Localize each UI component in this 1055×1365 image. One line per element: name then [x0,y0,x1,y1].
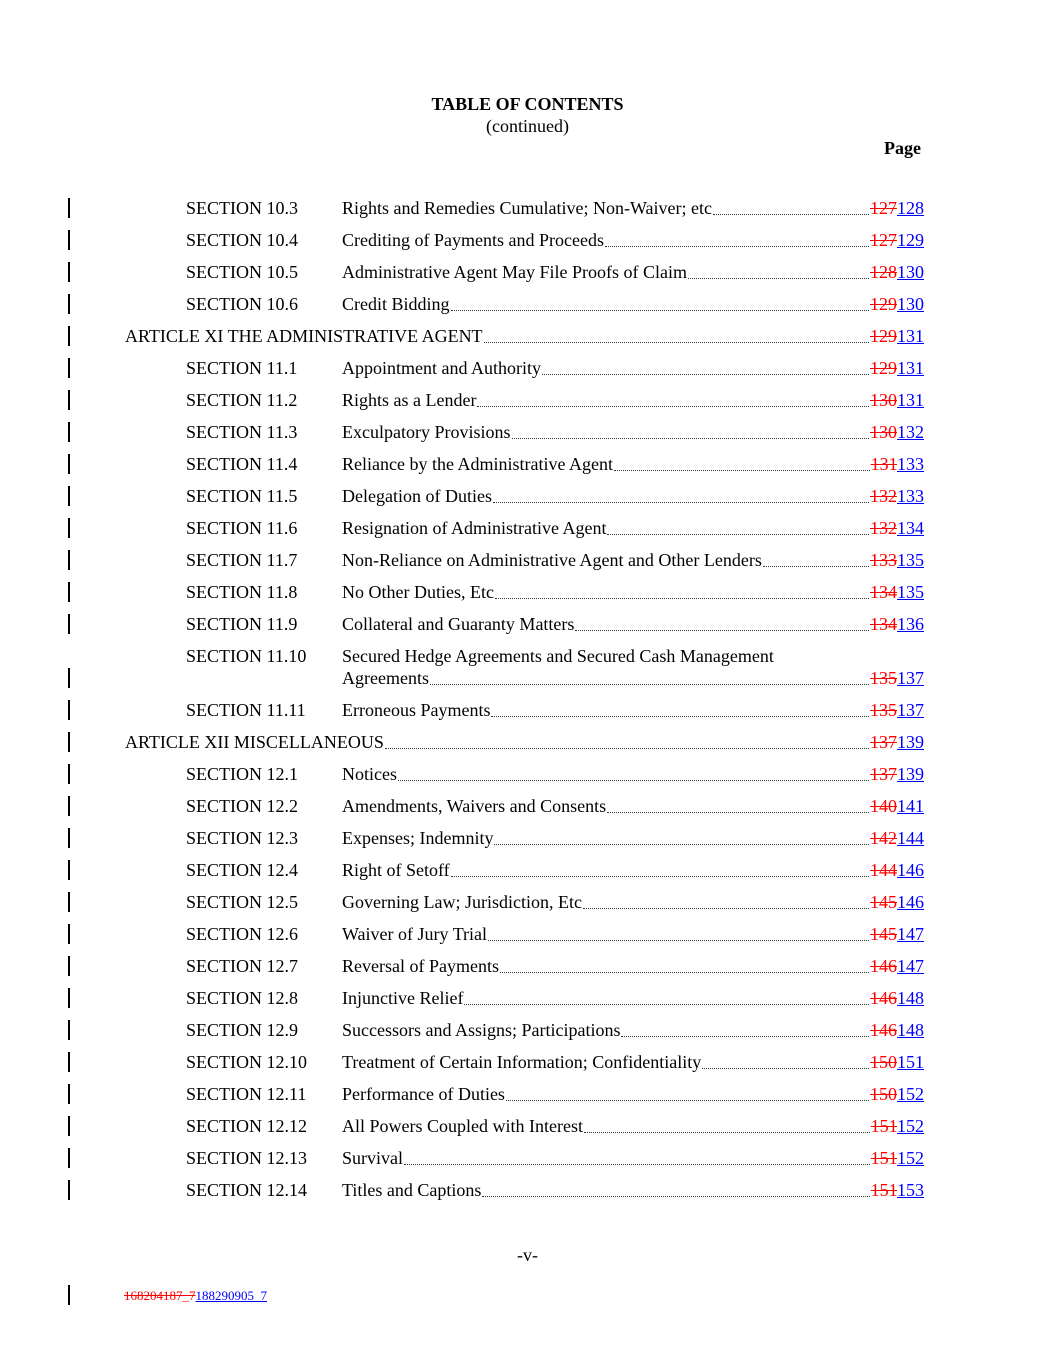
change-bar [68,198,70,218]
page-new-inserted[interactable]: 128 [897,198,924,218]
change-bar [68,860,70,880]
change-bar [68,390,70,410]
dot-leader [575,616,869,631]
toc-line [342,646,924,667]
page-new-inserted[interactable]: 137 [897,700,924,720]
toc-line [342,518,924,539]
change-bar [68,892,70,912]
section-title[interactable]: Successors and Assigns; Participations [342,1020,621,1040]
section-number: SECTION 12.5 [186,892,298,912]
toc-line [342,550,924,571]
section-number: SECTION 12.1 [186,764,298,784]
section-title[interactable]: Crediting of Payments and Proceeds [342,230,604,250]
page-ref [870,956,924,977]
page-ref [870,550,924,571]
page-ref [870,1052,924,1073]
page-ref [870,796,924,817]
toc-section-row [0,580,1055,612]
page-old-deleted: 142 [870,828,897,848]
toc-line [342,454,924,475]
toc-section-row [0,698,1055,730]
section-title[interactable]: All Powers Coupled with Interest [342,1116,583,1136]
page-ref [870,390,924,411]
section-title[interactable]: No Other Duties, Etc [342,582,494,602]
page-new-inserted[interactable]: 130 [897,294,924,314]
page-ref [870,262,924,283]
section-title[interactable]: Erroneous Payments [342,700,491,720]
toc-line [342,1084,924,1105]
section-number: SECTION 11.10 [186,646,307,666]
article-title[interactable]: ARTICLE XII MISCELLANEOUS [125,732,384,752]
dot-leader [494,830,869,845]
section-number: SECTION 11.6 [186,518,298,538]
toc-section-row [0,196,1055,228]
dot-leader [500,958,869,973]
dot-leader [542,360,869,375]
section-number: SECTION 11.3 [186,422,298,442]
page-new-inserted[interactable]: 146 [897,892,924,912]
section-number: SECTION 10.5 [186,262,298,282]
page-new-inserted[interactable]: 133 [897,486,924,506]
section-number: SECTION 11.8 [186,582,298,602]
document-id-new: 188290905_7 [195,1288,267,1303]
page-old-deleted: 151 [870,1180,897,1200]
toc-line [342,1020,924,1041]
toc-line [342,860,924,881]
toc-line [342,828,924,849]
dot-leader [688,264,869,279]
toc-line [342,1116,924,1137]
section-title[interactable]: Waiver of Jury Trial [342,924,488,944]
page-ref [870,486,924,507]
section-number: SECTION 12.4 [186,860,298,880]
section-title[interactable]: Exculpatory Provisions [342,422,511,442]
dot-leader [495,584,869,599]
change-bar [68,614,70,634]
page-old-deleted: 134 [870,614,897,634]
toc-line [125,326,924,347]
section-number: SECTION 12.10 [186,1052,307,1072]
change-bar [68,956,70,976]
section-title[interactable]: Appointment and Authority [342,358,541,378]
page-old-deleted: 145 [870,924,897,944]
page-new-inserted[interactable]: 134 [897,518,924,538]
page-ref [870,1084,924,1105]
page-new-inserted[interactable]: 133 [897,454,924,474]
page-ref [870,828,924,849]
page-ref [870,326,924,347]
page-old-deleted: 129 [870,326,897,346]
toc-section-row [0,548,1055,580]
change-bar [68,550,70,570]
toc-line [342,1180,924,1201]
change-bar [68,486,70,506]
change-bar [68,358,70,378]
page-new-inserted[interactable]: 131 [897,358,924,378]
change-bar [68,454,70,474]
dot-leader [464,990,869,1005]
section-title-continued[interactable]: Agreements [342,668,429,688]
toc-section-row [0,986,1055,1018]
section-number: SECTION 12.3 [186,828,298,848]
section-number: SECTION 12.13 [186,1148,307,1168]
toc-section-row [0,794,1055,826]
toc-line [342,1148,924,1169]
page-new-inserted[interactable]: 153 [897,1180,924,1200]
page-new-inserted[interactable]: 152 [897,1116,924,1136]
toc-section-row [0,420,1055,452]
page-ref [870,198,924,219]
page-new-inserted[interactable]: 135 [897,550,924,570]
page-new-inserted[interactable]: 131 [897,326,924,346]
dot-leader [713,200,869,215]
toc-line [342,358,924,379]
page-new-inserted[interactable]: 135 [897,582,924,602]
page-old-deleted: 151 [870,1116,897,1136]
toc-line [342,262,924,283]
page-old-deleted: 129 [870,294,897,314]
page-new-inserted[interactable]: 147 [897,956,924,976]
toc-section-row [0,1178,1055,1210]
page-ref [870,732,924,753]
change-bar [68,294,70,314]
change-bar [68,1084,70,1104]
page-new-inserted[interactable]: 136 [897,614,924,634]
section-title[interactable]: Treatment of Certain Information; Confidentiality [342,1052,702,1072]
change-bar [68,326,70,346]
page-old-deleted: 132 [870,486,897,506]
page-old-deleted: 150 [870,1084,897,1104]
toc-line [342,390,924,411]
page-new-inserted[interactable]: 152 [897,1084,924,1104]
page-ref [871,1116,924,1137]
section-number: SECTION 11.5 [186,486,298,506]
toc-line [342,700,924,721]
page-ref [870,422,924,443]
section-number: SECTION 11.2 [186,390,298,410]
page-old-deleted: 130 [870,422,897,442]
toc-line [342,956,924,977]
section-title[interactable]: Collateral and Guaranty Matters [342,614,575,634]
page-ref [870,582,924,603]
change-bar [68,732,70,752]
change-bar [68,1020,70,1040]
toc-section-row [0,292,1055,324]
dot-leader [584,1118,870,1133]
page-new-inserted[interactable]: 144 [897,828,924,848]
page-old-deleted: 137 [870,764,897,784]
toc-line [342,230,924,251]
toc-list [0,196,1055,1210]
page-ref [870,988,924,1009]
dot-leader [430,670,869,685]
toc-section-row [0,1114,1055,1146]
dot-leader [512,424,870,439]
dot-leader [493,488,869,503]
toc-line [342,198,924,219]
change-bar [68,988,70,1008]
page-old-deleted: 137 [870,732,897,752]
change-bar [68,668,70,688]
page-old-deleted: 145 [870,892,897,912]
change-bar [68,1116,70,1136]
page-old-deleted: 128 [870,262,897,282]
section-number: SECTION 12.12 [186,1116,307,1136]
section-title[interactable]: Performance of Duties [342,1084,505,1104]
page-old-deleted: 130 [870,390,897,410]
page-ref [870,518,924,539]
section-title[interactable]: Injunctive Relief [342,988,464,1008]
dot-leader [477,392,869,407]
change-bar [68,1180,70,1200]
toc-section-row [0,762,1055,794]
toc-line [342,892,924,913]
section-title[interactable]: Resignation of Administrative Agent [342,518,607,538]
toc-line [342,924,924,945]
page-ref [870,892,924,913]
section-number: SECTION 12.7 [186,956,298,976]
change-bar [68,1148,70,1168]
page-old-deleted: 146 [870,988,897,1008]
page-ref [871,1148,924,1169]
toc-section-row [0,826,1055,858]
change-bar [68,1285,70,1305]
toc-section-row [0,1082,1055,1114]
page-new-inserted[interactable]: 130 [897,262,924,282]
section-number: SECTION 12.9 [186,1020,298,1040]
dot-leader [491,702,869,717]
change-bar [68,422,70,442]
dot-leader [385,734,869,749]
page-ref [870,764,924,785]
page-ref [871,1180,924,1201]
page-old-deleted: 151 [870,1148,897,1168]
toc-section-row [0,516,1055,548]
toc-section-row [0,1146,1055,1178]
page-ref [870,700,924,721]
toc-line [342,422,924,443]
dot-leader [488,926,869,941]
page-new-inserted[interactable]: 148 [897,988,924,1008]
page-ref [870,230,924,251]
page-ref [870,924,924,945]
toc-article-row [0,324,1055,356]
section-number: SECTION 10.3 [186,198,298,218]
toc-section-row [0,388,1055,420]
section-title[interactable]: Survival [342,1148,403,1168]
dot-leader [605,232,869,247]
page-new-inserted[interactable]: 139 [897,764,924,784]
toc-section-row [0,356,1055,388]
page-ref [870,1020,924,1041]
toc-line [342,988,924,1009]
page-new-inserted[interactable]: 131 [897,390,924,410]
dot-leader [451,862,869,877]
section-title[interactable]: Expenses; Indemnity [342,828,494,848]
section-title[interactable]: Amendments, Waivers and Consents [342,796,607,816]
page-new-inserted[interactable]: 137 [897,668,924,688]
toc-article-row [0,730,1055,762]
page-old-deleted: 135 [870,700,897,720]
section-number: SECTION 12.11 [186,1084,307,1104]
page-old-deleted: 146 [870,956,897,976]
toc-line [125,732,924,753]
section-number: SECTION 12.6 [186,924,298,944]
toc-line [342,796,924,817]
dot-leader [763,552,869,567]
dot-leader [614,456,870,471]
page-old-deleted: 127 [870,198,897,218]
article-title[interactable]: ARTICLE XI THE ADMINISTRATIVE AGENT [125,326,483,346]
section-number: SECTION 11.9 [186,614,298,634]
section-number: SECTION 12.14 [186,1180,307,1200]
toc-line [342,486,924,507]
page-number: -v- [517,1245,538,1265]
change-bar [68,796,70,816]
dot-leader [621,1022,869,1037]
section-number: SECTION 11.7 [186,550,298,570]
page-new-inserted[interactable]: 147 [897,924,924,944]
page-new-inserted[interactable]: 152 [897,1148,924,1168]
page-old-deleted: 134 [870,582,897,602]
toc-subtitle: (continued) [486,116,569,136]
change-bar [68,1052,70,1072]
change-bar [68,700,70,720]
document-id-old: 168204187_7 [124,1288,196,1303]
section-title[interactable]: Secured Hedge Agreements and Secured Cash Management [342,646,774,666]
toc-section-row [0,858,1055,890]
toc-section-row [0,228,1055,260]
page-old-deleted: 140 [870,796,897,816]
change-bar [68,924,70,944]
page-old-deleted: 135 [870,668,897,688]
section-number: SECTION 10.4 [186,230,298,250]
page-new-inserted[interactable]: 139 [897,732,924,752]
dot-leader [607,798,869,813]
toc-line [342,668,924,689]
page-column-label: Page [884,138,921,158]
page-new-inserted[interactable]: 141 [897,796,924,816]
toc-line [342,582,924,603]
page-old-deleted: 129 [870,358,897,378]
section-title[interactable]: Reversal of Payments [342,956,499,976]
page-old-deleted: 150 [870,1052,897,1072]
toc-section-row [0,1018,1055,1050]
page-new-inserted[interactable]: 151 [897,1052,924,1072]
section-number: SECTION 11.4 [186,454,298,474]
toc-section-row [0,954,1055,986]
section-title[interactable]: Reliance by the Administrative Agent [342,454,613,474]
page-old-deleted: 132 [870,518,897,538]
section-title[interactable]: Delegation of Duties [342,486,492,506]
page-new-inserted[interactable]: 146 [897,860,924,880]
dot-leader [482,1182,869,1197]
page-ref [871,454,924,475]
section-title[interactable]: Notices [342,764,397,784]
change-bar [68,582,70,602]
toc-line [342,764,924,785]
toc-line [342,1052,924,1073]
change-bar [68,230,70,250]
dot-leader [702,1054,869,1069]
section-number: SECTION 12.8 [186,988,298,1008]
section-title[interactable]: Administrative Agent May File Proofs of Claim [342,262,687,282]
dot-leader [484,328,869,343]
dot-leader [506,1086,869,1101]
change-bar [68,518,70,538]
page-new-inserted[interactable]: 148 [897,1020,924,1040]
page-old-deleted: 127 [870,230,897,250]
section-title[interactable]: Rights and Remedies Cumulative; Non-Waiver; etc [342,198,712,218]
toc-section-row [0,1050,1055,1082]
page-ref [870,860,924,881]
section-title[interactable]: Governing Law; Jurisdiction, Etc [342,892,582,912]
toc-title: TABLE OF CONTENTS [431,94,624,114]
document-id [124,1288,267,1304]
page-old-deleted: 146 [870,1020,897,1040]
dot-leader [398,766,869,781]
page-old-deleted: 144 [870,860,897,880]
change-bar [68,828,70,848]
section-title[interactable]: Titles and Captions [342,1180,482,1200]
page-ref [870,614,924,635]
dot-leader [583,894,869,909]
page-new-inserted[interactable]: 132 [897,422,924,442]
change-bar [68,764,70,784]
toc-section-row [0,260,1055,292]
page-old-deleted: 131 [870,454,897,474]
section-title[interactable]: Non-Reliance on Administrative Agent and Other Lenders [342,550,762,570]
toc-line [342,614,924,635]
page-new-inserted[interactable]: 129 [897,230,924,250]
section-number: SECTION 12.2 [186,796,298,816]
section-number: SECTION 11.11 [186,700,306,720]
page-ref [870,294,924,315]
page-ref [870,358,924,379]
page-ref [870,668,924,689]
change-bar [68,262,70,282]
toc-section-row [0,644,1055,698]
toc-section-row [0,922,1055,954]
section-number: SECTION 11.1 [186,358,298,378]
toc-line [342,294,924,315]
dot-leader [404,1150,870,1165]
section-title[interactable]: Right of Setoff [342,860,450,880]
dot-leader [451,296,870,311]
section-title[interactable]: Rights as a Lender [342,390,477,410]
section-number: SECTION 10.6 [186,294,298,314]
toc-section-row [0,484,1055,516]
toc-section-row [0,890,1055,922]
section-title[interactable]: Credit Bidding [342,294,450,314]
toc-section-row [0,612,1055,644]
dot-leader [607,520,869,535]
toc-section-row [0,452,1055,484]
page-old-deleted: 133 [870,550,897,570]
